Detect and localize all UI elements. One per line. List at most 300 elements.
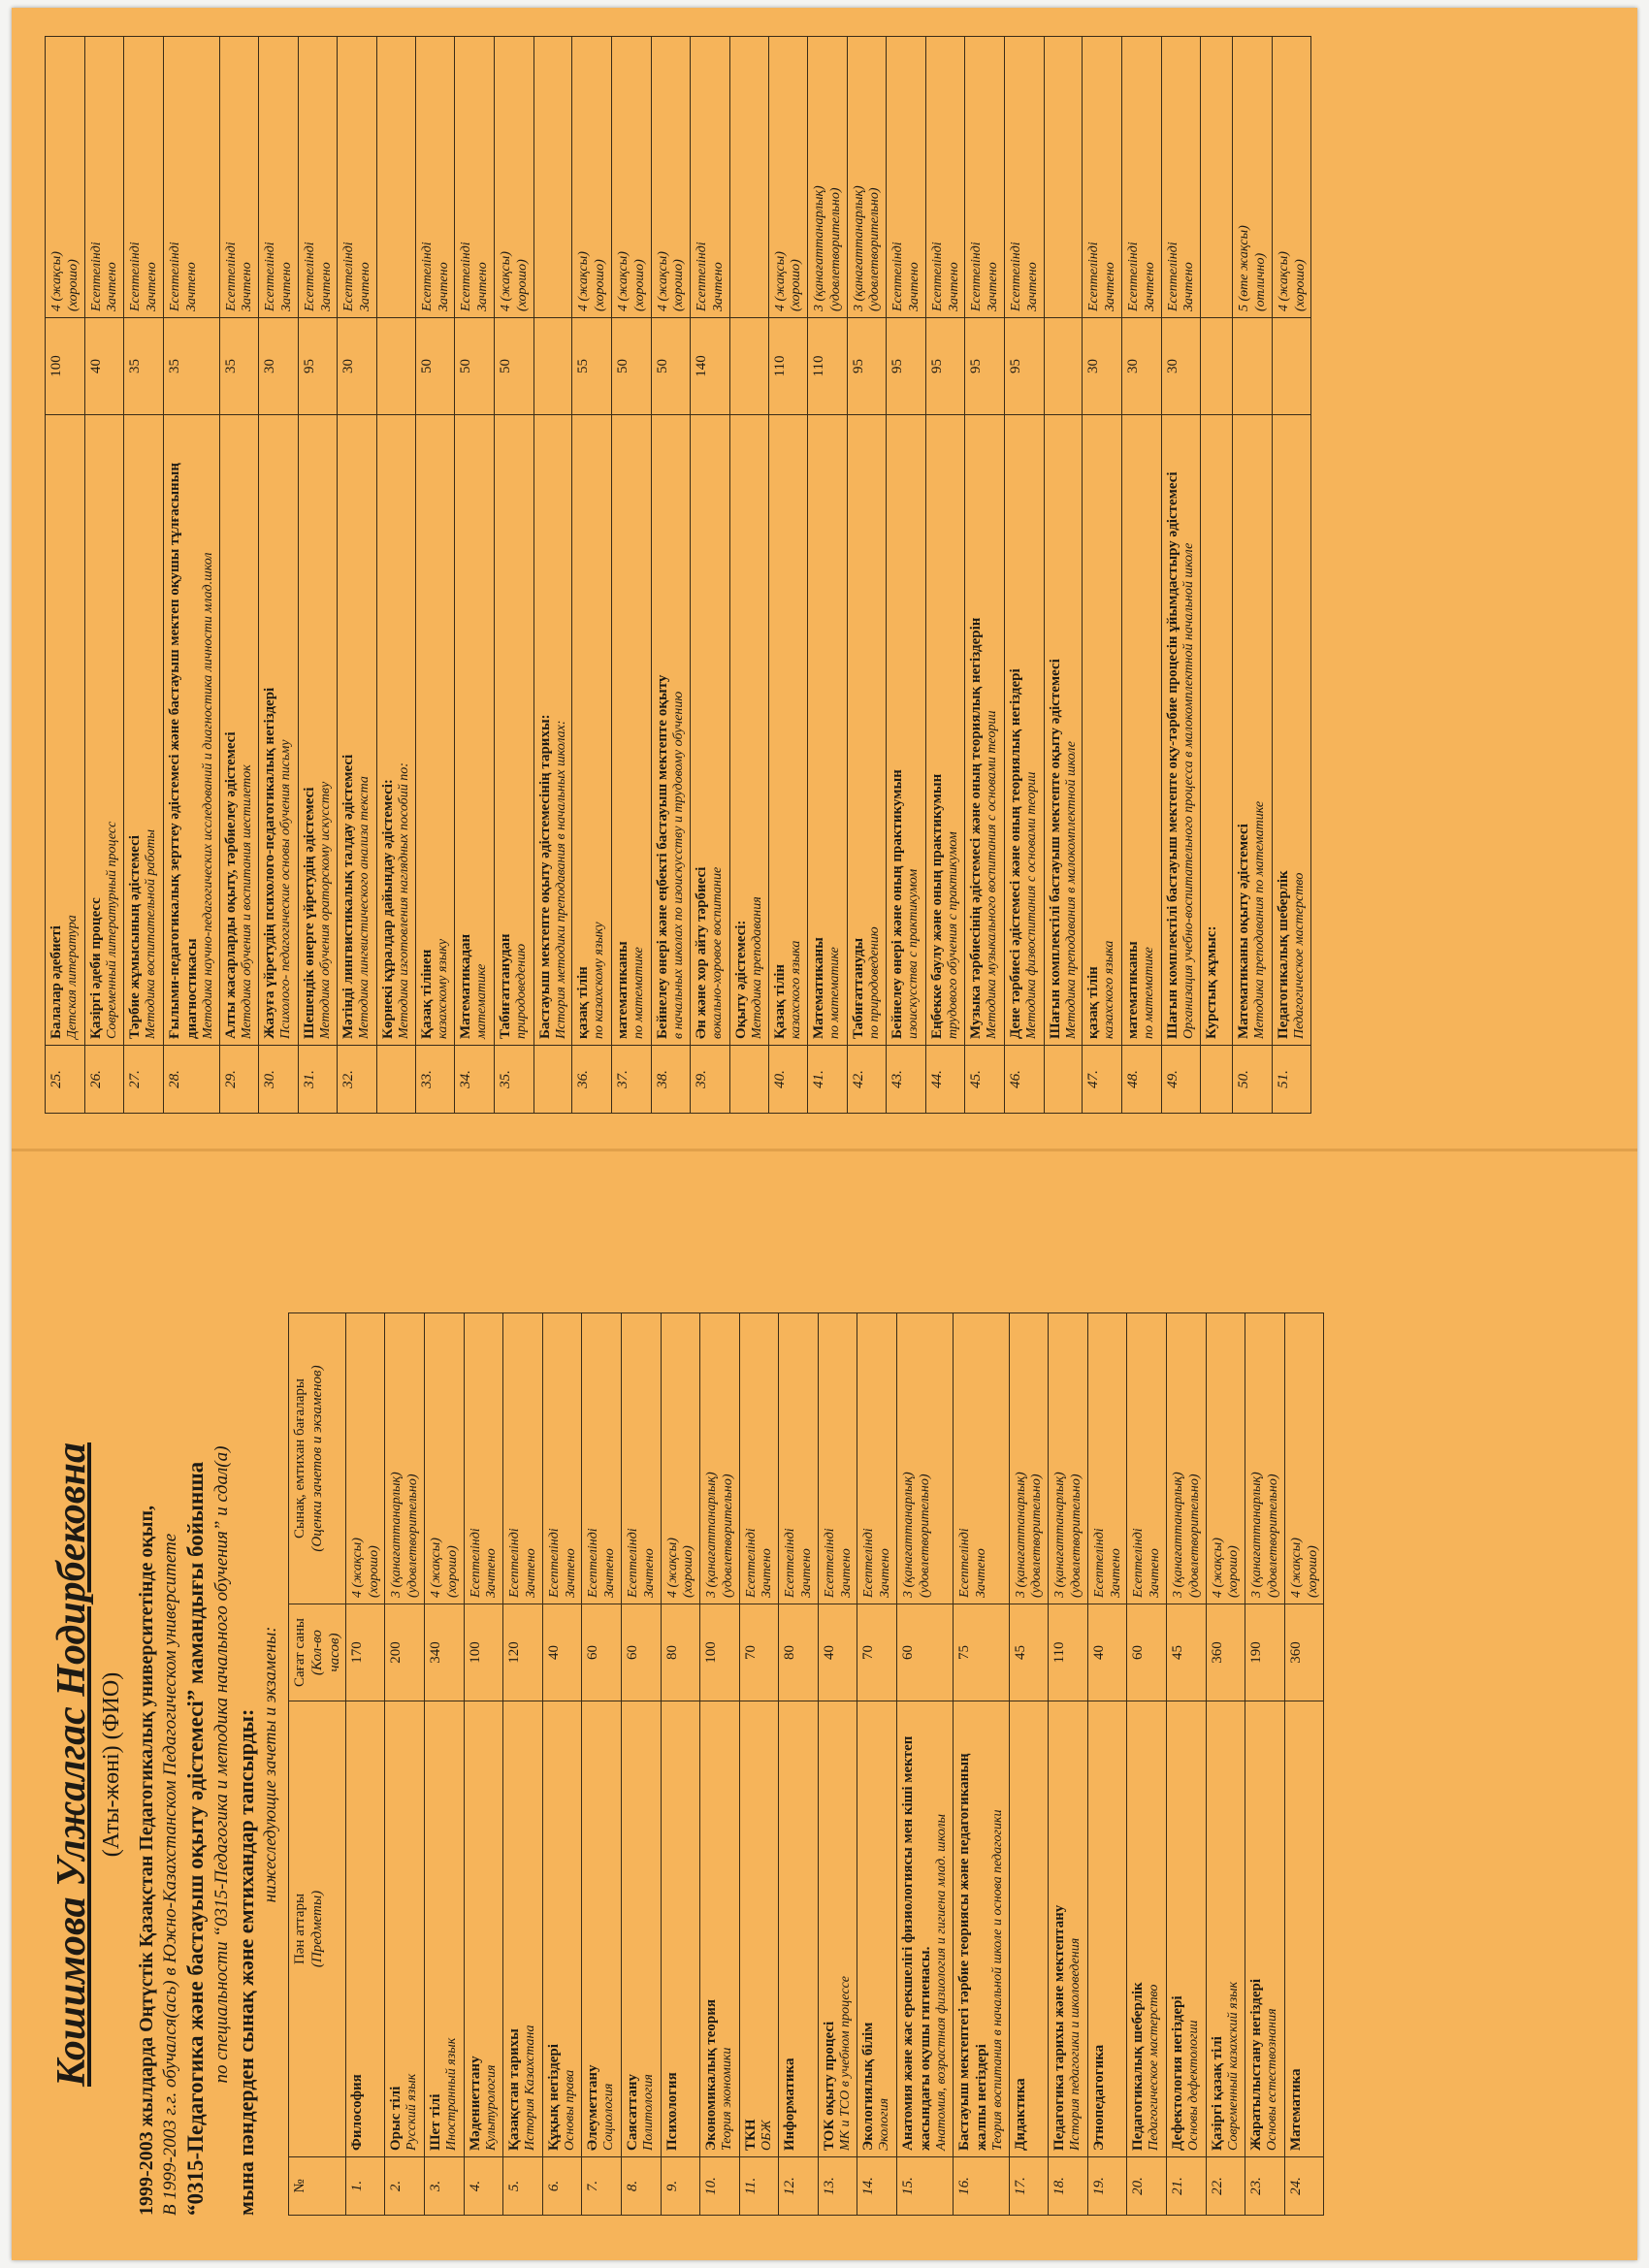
col-subject-kz: Пән аттары bbox=[291, 1893, 307, 1965]
row-number: 46. bbox=[1005, 1046, 1045, 1114]
subject-cell bbox=[768, 415, 808, 1046]
grade-cell bbox=[464, 1313, 503, 1604]
list-title-kz: мына пәндерден сынақ және емтихандар тапсырды: bbox=[234, 1708, 259, 2216]
subject-ru: Методика изготовления наглядных пособий по: bbox=[396, 762, 411, 1039]
specialty-kz: “0315-Педагогика және бастауыш оқыту әдістемесі” мамандығы бойынша bbox=[182, 1461, 208, 2216]
hours-cell: 30 bbox=[1083, 318, 1122, 415]
grade-cell bbox=[651, 37, 691, 318]
subject-ru: История педагогики и школоведения bbox=[1068, 1937, 1083, 2151]
grade-cell bbox=[582, 1313, 622, 1604]
grade-cell bbox=[857, 1313, 897, 1604]
grade-cell bbox=[729, 37, 768, 318]
subject-cell bbox=[808, 415, 848, 1046]
subject-ru: Современный литературный процесс bbox=[104, 821, 119, 1039]
grade-ru: (хорошо) bbox=[444, 1545, 460, 1598]
hours-cell: 70 bbox=[739, 1604, 779, 1701]
grade-kz: 4 (жақсы) bbox=[1288, 1538, 1304, 1598]
grade-ru: (хорошо) bbox=[631, 259, 647, 311]
row-number: 13. bbox=[818, 2157, 857, 2216]
student-name: Кошимова Улжалгас Нодирбековна bbox=[49, 1442, 94, 2087]
hours-cell bbox=[376, 318, 415, 415]
grade-ru: Зачтено bbox=[278, 262, 294, 311]
row-number: 24. bbox=[1284, 2157, 1324, 2216]
hours-cell: 35 bbox=[163, 318, 219, 415]
row-number: 49. bbox=[1161, 1046, 1201, 1114]
grade-cell bbox=[611, 37, 651, 318]
row-number: 4. bbox=[464, 2157, 503, 2216]
subject-kz: Математикадан bbox=[458, 933, 474, 1039]
grade-kz: Есептелінді bbox=[1131, 1528, 1147, 1598]
hours-cell: 55 bbox=[572, 318, 612, 415]
grade-kz: 3 (қанағаттанарлық) bbox=[704, 1472, 720, 1598]
hours-cell: 140 bbox=[691, 318, 730, 415]
grade-ru: Зачтено bbox=[838, 1548, 854, 1598]
table-row bbox=[1161, 37, 1201, 1114]
grades-table-left bbox=[288, 1312, 1325, 2216]
table-row bbox=[847, 37, 887, 1114]
subject-cell bbox=[494, 415, 534, 1046]
subject-ru: Педагогическое мастерство bbox=[1147, 1984, 1162, 2151]
table-row bbox=[1233, 37, 1273, 1114]
grade-ru: Зачтено bbox=[1024, 262, 1040, 311]
subject-cell bbox=[376, 415, 415, 1046]
subject-kz: Шағын комплектілі бастауыш мектепте оқу-тәрбие процесін ұйымдастыру әдістемесі bbox=[1164, 471, 1180, 1039]
row-number: 9. bbox=[661, 2157, 700, 2216]
table-row bbox=[887, 37, 926, 1114]
subject-ru: по математике bbox=[1142, 947, 1157, 1039]
document-sheet bbox=[12, 8, 1637, 2260]
table-row bbox=[1083, 37, 1122, 1114]
row-number: 38. bbox=[651, 1046, 691, 1114]
grade-cell bbox=[376, 37, 415, 318]
table-row bbox=[1167, 1313, 1207, 2216]
hours-cell bbox=[1233, 318, 1273, 415]
row-number: 30. bbox=[259, 1046, 299, 1114]
subject-kz: Математиканы оқыту әдістемесі bbox=[1236, 824, 1252, 1039]
hours-cell: 50 bbox=[611, 318, 651, 415]
row-number: 3. bbox=[424, 2157, 464, 2216]
subject-ru: Анатомия, возрастная физиология и гигиена млад. школы bbox=[934, 1814, 950, 2151]
hours-cell: 60 bbox=[621, 1604, 661, 1701]
col-subject-ru: (Предметы) bbox=[308, 1890, 325, 1968]
subject-cell bbox=[345, 1701, 385, 2157]
subject-kz: қазақ тілін bbox=[1085, 966, 1102, 1039]
grade-cell bbox=[46, 37, 85, 318]
subject-kz: Қазіргі қазақ тілі bbox=[1209, 2036, 1225, 2151]
subject-cell bbox=[1167, 1701, 1207, 2157]
table-row bbox=[661, 1313, 700, 2216]
subject-kz: Мәтінді лингвистикалық талдау әдістемесі bbox=[340, 754, 357, 1039]
subject-ru: Методика воспитательной работы bbox=[144, 829, 159, 1039]
table-row bbox=[464, 1313, 503, 2216]
table-row bbox=[259, 37, 299, 1114]
subject-kz: Философия bbox=[348, 2074, 365, 2151]
table-row bbox=[455, 37, 495, 1114]
subject-ru: МК и ТСО в учебном процессе bbox=[837, 1976, 853, 2151]
hours-cell: 45 bbox=[1167, 1604, 1207, 1701]
grade-ru: (хорошо) bbox=[514, 259, 530, 311]
table-row bbox=[376, 37, 415, 1114]
grade-ru: (хорошо) bbox=[65, 259, 81, 311]
subject-kz: Мәдениеттану bbox=[467, 2056, 483, 2151]
subject-ru: изоискусства с практикумом bbox=[906, 868, 922, 1039]
grade-kz: 3 (қанағаттанарлық) bbox=[1171, 1472, 1186, 1598]
grade-cell bbox=[779, 1313, 819, 1604]
grade-cell bbox=[925, 37, 965, 318]
row-number: 48. bbox=[1122, 1046, 1162, 1114]
col-hours-ru: (Кол-во часов) bbox=[308, 1630, 342, 1675]
subject-kz: Психология bbox=[663, 2072, 680, 2151]
subject-cell bbox=[219, 415, 259, 1046]
subject-cell bbox=[847, 415, 887, 1046]
grade-cell bbox=[818, 1313, 857, 1604]
hours-cell: 170 bbox=[345, 1604, 385, 1701]
grade-kz: Есептелінді bbox=[341, 242, 357, 311]
grade-cell bbox=[1272, 37, 1311, 318]
table-row bbox=[46, 37, 85, 1114]
subject-cell bbox=[1083, 415, 1122, 1046]
grade-ru: Зачтено bbox=[1148, 1548, 1163, 1598]
subject-cell bbox=[925, 415, 965, 1046]
subject-cell bbox=[1122, 415, 1162, 1046]
grade-kz: Есептелінді bbox=[956, 1528, 972, 1598]
hours-cell: 110 bbox=[808, 318, 848, 415]
row-number: 18. bbox=[1049, 2157, 1088, 2216]
grade-kz: Есептелінді bbox=[419, 242, 435, 311]
subject-kz: Ғылыми-педагогикалық зерттеу әдістемесі және бастауыш мектеп оқушы тұлғасының диагностикасы bbox=[166, 462, 200, 1039]
hours-cell: 50 bbox=[651, 318, 691, 415]
grade-kz: Есептелінді bbox=[88, 242, 104, 311]
row-number: 22. bbox=[1206, 2157, 1245, 2216]
subject-ru: вокально-хоровое воспитание bbox=[710, 866, 726, 1039]
subject-kz: Дидактика bbox=[1012, 2078, 1028, 2151]
table-row bbox=[1049, 1313, 1088, 2216]
grade-ru: (хорошо) bbox=[593, 259, 608, 311]
hours-cell: 60 bbox=[1127, 1604, 1167, 1701]
row-number: 50. bbox=[1233, 1046, 1273, 1114]
grade-cell bbox=[163, 37, 219, 318]
table-row bbox=[729, 37, 768, 1114]
subject-ru: Методика обучения и воспитания шестилеток bbox=[239, 764, 254, 1039]
row-number: 40. bbox=[768, 1046, 808, 1114]
subject-cell bbox=[621, 1701, 661, 2157]
table-row bbox=[953, 1313, 1009, 2216]
subject-ru: Организация учебно-воспитательного процесса в малокомплектной начальной школе bbox=[1180, 542, 1196, 1039]
subject-kz: Математика bbox=[1287, 2068, 1304, 2151]
hours-cell: 45 bbox=[1009, 1604, 1049, 1701]
grade-ru: Зачтено bbox=[484, 1548, 500, 1598]
row-number: 33. bbox=[415, 1046, 455, 1114]
grade-kz: Есептелінді bbox=[695, 242, 710, 311]
grade-ru: (удовлетворительно) bbox=[917, 1474, 932, 1598]
subject-ru: по математике bbox=[630, 947, 646, 1039]
specialty-ru: по специальности “0315-Педагогика и методика начального обучения” и сдал(а) bbox=[210, 1445, 232, 2084]
table-row bbox=[1087, 1313, 1127, 2216]
subject-kz: Дефектология негіздері bbox=[1170, 1995, 1186, 2151]
row-number: 45. bbox=[965, 1046, 1005, 1114]
table-row bbox=[534, 37, 572, 1114]
grade-cell bbox=[385, 1313, 425, 1604]
hours-cell: 75 bbox=[953, 1604, 1009, 1701]
grade-ru: Зачтено bbox=[946, 262, 961, 311]
grade-cell bbox=[259, 37, 299, 318]
subject-ru: Теория экономики bbox=[720, 2047, 735, 2151]
grade-cell bbox=[1233, 37, 1273, 318]
subject-cell bbox=[779, 1701, 819, 2157]
list-title-ru: нижеследующие зачеты и экзамены: bbox=[259, 1626, 279, 1903]
row-number: 19. bbox=[1087, 2157, 1127, 2216]
grade-kz: 3 (қанағаттанарлық) bbox=[851, 185, 866, 311]
grade-kz: 4 (жақсы) bbox=[1276, 251, 1291, 311]
subject-cell bbox=[897, 1701, 954, 2157]
row-number: 35. bbox=[494, 1046, 534, 1114]
subject-ru: Культурология bbox=[483, 2064, 499, 2151]
subject-kz: Педагогика тарихы және мектептану bbox=[1051, 1904, 1068, 2151]
subject-cell bbox=[455, 415, 495, 1046]
subject-cell bbox=[298, 415, 338, 1046]
subject-kz: Экономикалық теория bbox=[703, 1998, 720, 2151]
grades-body-left bbox=[345, 1313, 1324, 2216]
grade-ru: Зачтено bbox=[1103, 262, 1118, 311]
grade-kz: Есептелінді bbox=[546, 1528, 562, 1598]
subject-kz: Шағын комплектілі бастауыш мектепте оқыту әдістемесі bbox=[1047, 659, 1063, 1039]
table-row bbox=[582, 1313, 622, 2216]
subject-kz: Жазуға үйретудің психолого-педагогикалық негіздері bbox=[262, 687, 278, 1039]
grade-kz: Есептелінді bbox=[223, 242, 239, 311]
subject-cell bbox=[729, 415, 768, 1046]
hours-cell: 40 bbox=[84, 318, 124, 415]
grade-ru: (хорошо) bbox=[789, 259, 804, 311]
subject-kz: Дене тәрбиесі әдістемесі және оның теориялық негіздері bbox=[1008, 668, 1024, 1039]
grade-cell bbox=[124, 37, 164, 318]
subject-cell bbox=[611, 415, 651, 1046]
table-row bbox=[494, 37, 534, 1114]
table-row bbox=[1127, 1313, 1167, 2216]
subject-ru: Экология bbox=[877, 2097, 892, 2151]
fio-caption: (Аты-жөні) (ФИО) bbox=[99, 1671, 124, 1858]
subject-ru: Основы естествознания bbox=[1265, 2008, 1280, 2151]
subject-ru: математике bbox=[474, 963, 490, 1039]
table-row bbox=[338, 37, 377, 1114]
grade-ru: Зачтено bbox=[144, 262, 159, 311]
table-row bbox=[818, 1313, 857, 2216]
table-row bbox=[298, 37, 338, 1114]
grade-cell bbox=[415, 37, 455, 318]
grade-ru: Зачтено bbox=[710, 262, 726, 311]
subject-cell bbox=[953, 1701, 1009, 2157]
subject-ru: ОБЖ bbox=[759, 2120, 774, 2151]
grade-ru: Зачтено bbox=[1108, 1548, 1123, 1598]
col-grade-ru: (Оценки зачетов и экзаменов) bbox=[308, 1365, 325, 1552]
grade-ru: (хорошо) bbox=[366, 1545, 381, 1598]
grade-kz: Есептелінді bbox=[743, 1528, 759, 1598]
grade-ru: Зачтено bbox=[1181, 262, 1197, 311]
hours-cell: 95 bbox=[965, 318, 1005, 415]
grade-cell bbox=[219, 37, 259, 318]
grade-cell bbox=[965, 37, 1005, 318]
subject-cell bbox=[1087, 1701, 1127, 2157]
hours-cell: 120 bbox=[503, 1604, 543, 1701]
row-number: 26. bbox=[84, 1046, 124, 1114]
grade-ru: Зачтено bbox=[240, 262, 255, 311]
table-row bbox=[897, 1313, 954, 2216]
row-number bbox=[1044, 1046, 1083, 1114]
table-row bbox=[1044, 37, 1083, 1114]
grade-ru: Зачтено bbox=[973, 1548, 988, 1598]
transcript-page-left bbox=[48, 1313, 1324, 2216]
row-number: 43. bbox=[887, 1046, 926, 1114]
grade-ru: (удовлетворительно) bbox=[827, 187, 843, 311]
table-header-row bbox=[288, 1313, 345, 2216]
subject-kz: Экологиялық білім bbox=[860, 2022, 877, 2151]
grade-kz: 3 (қанағаттанарлық) bbox=[1052, 1472, 1068, 1598]
grade-ru: (удовлетворительно) bbox=[1069, 1474, 1084, 1598]
hours-cell: 40 bbox=[542, 1604, 582, 1701]
intro-ru: В 1999-2003 г.г. обучался(ась) в Южно-Казахстанском Педагогическом университете bbox=[160, 1533, 180, 2216]
subject-ru: Педагогическое мастерство bbox=[1291, 872, 1307, 1039]
hours-cell: 190 bbox=[1245, 1604, 1285, 1701]
table-row bbox=[572, 37, 612, 1114]
subject-kz: Оқыту әдістемесі: bbox=[732, 920, 749, 1039]
grade-ru: Зачтено bbox=[799, 1548, 815, 1598]
table-row bbox=[385, 1313, 425, 2216]
grade-cell bbox=[621, 1313, 661, 1604]
col-grade bbox=[288, 1313, 345, 1604]
subject-cell bbox=[965, 415, 1005, 1046]
subject-cell bbox=[887, 415, 926, 1046]
grade-kz: Есептелінді bbox=[507, 1528, 523, 1598]
row-number: 36. bbox=[572, 1046, 612, 1114]
subject-ru: Основы дефектологии bbox=[1186, 2020, 1202, 2151]
subject-kz: Шешендік өнерге үйретудің әдістемесі bbox=[301, 787, 317, 1039]
grade-kz: Есептелінді bbox=[167, 242, 182, 311]
grade-kz: Есептелінді bbox=[929, 242, 945, 311]
subject-cell bbox=[739, 1701, 779, 2157]
subject-ru: казахского языка bbox=[788, 940, 803, 1039]
grade-ru: (хорошо) bbox=[1292, 259, 1308, 311]
grade-kz: 4 (жақсы) bbox=[49, 251, 64, 311]
subject-cell bbox=[542, 1701, 582, 2157]
grade-kz: 4 (жақсы) bbox=[349, 1538, 365, 1598]
grade-ru: Зачтено bbox=[907, 262, 922, 311]
col-subject bbox=[288, 1701, 345, 2157]
table-row bbox=[1272, 37, 1311, 1114]
subject-kz: Курстық жұмыс: bbox=[1204, 925, 1220, 1039]
row-number: 28. bbox=[163, 1046, 219, 1114]
subject-cell bbox=[651, 415, 691, 1046]
grade-kz: Есептелінді bbox=[783, 1528, 798, 1598]
grade-ru: Зачтено bbox=[563, 1548, 578, 1598]
table-row bbox=[345, 1313, 385, 2216]
subject-cell bbox=[1049, 1701, 1088, 2157]
subject-cell bbox=[1206, 1701, 1245, 2157]
hours-cell: 30 bbox=[338, 318, 377, 415]
subject-kz: Бейнелеу өнері және оның практикумын bbox=[889, 769, 906, 1039]
table-row bbox=[611, 37, 651, 1114]
table-row bbox=[1201, 37, 1233, 1114]
subject-ru: Методика научно-педагогических исследований и диагностика личности млад.школ bbox=[200, 552, 215, 1039]
table-row bbox=[808, 37, 848, 1114]
subject-ru: История Казахстана bbox=[523, 2025, 538, 2151]
row-number bbox=[376, 1046, 415, 1114]
grade-kz: 4 (жақсы) bbox=[664, 1538, 680, 1598]
subject-kz: қазақ тілін bbox=[575, 966, 592, 1039]
subject-ru: казахского языка bbox=[1102, 940, 1117, 1039]
grade-ru: Зачтено bbox=[183, 262, 199, 311]
grade-ru: (хорошо) bbox=[1305, 1545, 1320, 1598]
grade-ru: Зачтено bbox=[358, 262, 373, 311]
grade-cell bbox=[503, 1313, 543, 1604]
row-number: 10. bbox=[700, 2157, 740, 2216]
subject-kz: Жаратылыстану негіздері bbox=[1248, 1978, 1265, 2151]
table-row bbox=[700, 1313, 740, 2216]
subject-cell bbox=[857, 1701, 897, 2157]
subject-kz: Бастауыш мектепте оқыту әдістемесінің тарихы: bbox=[536, 714, 553, 1039]
grade-cell bbox=[1284, 1313, 1324, 1604]
row-number: 42. bbox=[847, 1046, 887, 1114]
grade-ru: (хорошо) bbox=[1226, 1545, 1242, 1598]
subject-kz: Орыс тілі bbox=[388, 2086, 404, 2151]
row-number: 21. bbox=[1167, 2157, 1207, 2216]
row-number: 51. bbox=[1272, 1046, 1311, 1114]
grade-cell bbox=[84, 37, 124, 318]
subject-cell bbox=[385, 1701, 425, 2157]
hours-cell: 95 bbox=[298, 318, 338, 415]
grade-kz: Есептелінді bbox=[586, 1528, 601, 1598]
col-hours bbox=[288, 1604, 345, 1701]
grade-ru: (хорошо) bbox=[681, 1545, 696, 1598]
hours-cell bbox=[1272, 318, 1311, 415]
subject-ru: Теория воспитания в начальной школе и основа педагогики bbox=[989, 1809, 1005, 2151]
grade-kz: Есептелінді bbox=[1126, 242, 1142, 311]
row-number: 25. bbox=[46, 1046, 85, 1114]
grade-cell bbox=[1005, 37, 1045, 318]
row-number: 7. bbox=[582, 2157, 622, 2216]
hours-cell: 60 bbox=[582, 1604, 622, 1701]
grade-kz: Есептелінді bbox=[1091, 1528, 1107, 1598]
subject-cell bbox=[1005, 415, 1045, 1046]
hours-cell: 80 bbox=[779, 1604, 819, 1701]
row-number: 31. bbox=[298, 1046, 338, 1114]
subject-cell bbox=[818, 1701, 857, 2157]
transcript-page-right bbox=[45, 37, 1311, 1114]
row-number: 27. bbox=[124, 1046, 164, 1114]
row-number: 23. bbox=[1245, 2157, 1285, 2216]
subject-cell bbox=[84, 415, 124, 1046]
grade-kz: Есептелінді bbox=[969, 242, 985, 311]
grade-ru: Зачтено bbox=[436, 262, 451, 311]
grade-kz: 3 (қанағаттанарлық) bbox=[901, 1472, 917, 1598]
subject-ru: Методика музыкального воспитания с основами теории bbox=[985, 710, 1000, 1039]
subject-kz: Педагогикалық шеберлік bbox=[1130, 1982, 1147, 2151]
row-number: 29. bbox=[219, 1046, 259, 1114]
subject-cell bbox=[259, 415, 299, 1046]
subject-ru: Методика преподавания bbox=[749, 896, 764, 1039]
row-number: 44. bbox=[925, 1046, 965, 1114]
grade-cell bbox=[953, 1313, 1009, 1604]
grade-kz: Есептелінді bbox=[128, 242, 144, 311]
subject-ru: в начальных школах по изоискусству и трудовому обучению bbox=[670, 691, 686, 1039]
subject-ru: Психолого- педагогические основы обучения письму bbox=[278, 739, 294, 1039]
hours-cell: 30 bbox=[259, 318, 299, 415]
hours-cell: 100 bbox=[464, 1604, 503, 1701]
table-row bbox=[1206, 1313, 1245, 2216]
grade-kz: Есептелінді bbox=[625, 1528, 640, 1598]
grade-ru: Зачтено bbox=[523, 1548, 538, 1598]
grade-cell bbox=[1044, 37, 1083, 318]
row-number: 14. bbox=[857, 2157, 897, 2216]
grade-cell bbox=[897, 1313, 954, 1604]
